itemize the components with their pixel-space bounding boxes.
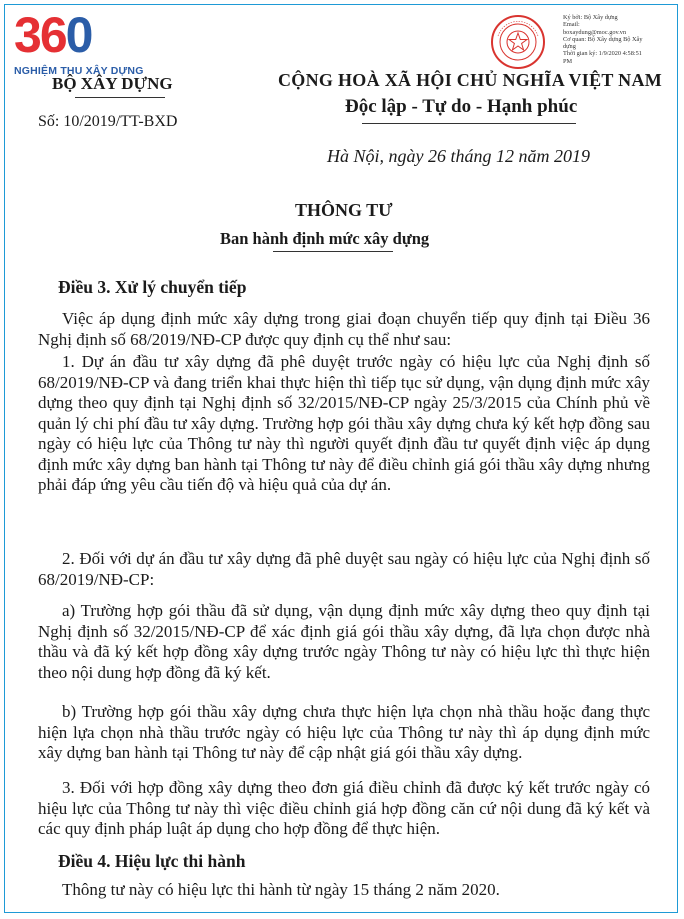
document-title: Ban hành định mức xây dựng (220, 229, 430, 248)
article-3-heading: Điều 3. Xử lý chuyển tiếp (58, 277, 247, 297)
article-3-clause-2b: b) Trường hợp gói thầu xây dựng chưa thực hiện lựa chọn nhà thầu hoặc đang thực hiện lựa chọn nhà thầu trước ngày có hiệu lực của Thông tư này thì áp dụng định mức xây dựng ban hành tại Thông tư này để cập nhật giá gói thầu xây dựng. (38, 702, 650, 762)
article-3-intro: Việc áp dụng định mức xây dựng trong giai đoạn chuyển tiếp quy định tại Điều 36 Nghị định số 68/2019/NĐ-CP được quy định cụ thể như sau: (38, 309, 650, 349)
ministry-seal-icon (490, 14, 546, 70)
national-title: CỘNG HOÀ XÃ HỘI CHỦ NGHĨA VIỆT NAM (278, 70, 663, 90)
logo-tagline: NGHIỆM THU XÂY DỰNG (14, 65, 144, 77)
article-3-clause-2a: a) Trường hợp gói thầu đã sử dụng, vận dụng định mức xây dựng theo quy định tại Nghị định số 32/2015/NĐ-CP để xác định giá gói thầu xây dựng, đã lựa chọn được nhà thầu và đã ký kết hợp đồng xây dựng trước ngày Thông tư này có hiệu lực thì thực hiện theo nội dung hợp đồng đã ký kết. (38, 601, 650, 682)
article-3-clause-1: 1. Dự án đầu tư xây dựng đã phê duyệt trước ngày có hiệu lực của Nghị định số 68/2019/NĐ-CP và đang triển khai thực hiện thì tiếp tục sử dụng, vận dụng định mức xây dựng theo quy định tại Nghị định số 32/2015/NĐ-CP ngày 25/3/2015 của Chính phủ về quản lý chi phí đầu tư xây dựng. Trường hợp gói thầu xây dựng chưa ký kết hợp đồng sau ngày có hiệu lực của Thông tư này thì người quyết định đầu tư quyết định việc áp dụng định mức xây dựng ban hành tại Thông tư này để điều chỉnh giá gói thầu xây dựng nhưng phải đáp ứng yêu cầu tiến độ và hiệu quả của dự án. (38, 352, 650, 494)
digital-signature-info: Ký bởi: Bộ Xây dựng Email: boxaydung@moc.gov.vn Cơ quan: Bộ Xây dựng Bộ Xây dựng Thời gian ký: 1/9/2020 4:58:51 PM (563, 14, 643, 65)
document-number: Số: 10/2019/TT-BXD (38, 113, 178, 130)
national-motto: Độc lập - Tự do - Hạnh phúc (345, 96, 578, 117)
article-3-clause-2: 2. Đối với dự án đầu tư xây dựng đã phê duyệt sau ngày có hiệu lực của Nghị định số 68/2019/NĐ-CP: (38, 549, 650, 589)
divider (362, 123, 576, 124)
issuing-organization: BỘ XÂY DỰNG (52, 74, 173, 93)
document-type: THÔNG TƯ (295, 200, 393, 220)
article-4-text: Thông tư này có hiệu lực thi hành từ ngày 15 tháng 2 năm 2020. (62, 880, 500, 899)
place-date: Hà Nội, ngày 26 tháng 12 năm 2019 (327, 146, 590, 166)
divider (75, 97, 165, 98)
logo-number: 360 (14, 7, 92, 63)
site-logo[interactable] (14, 7, 144, 77)
divider (273, 251, 393, 252)
article-4-heading: Điều 4. Hiệu lực thi hành (58, 851, 246, 871)
article-3-clause-3: 3. Đối với hợp đồng xây dựng theo đơn giá điều chỉnh đã được ký kết trước ngày có hiệu lực của Thông tư này thì việc điều chỉnh giá hợp đồng căn cứ nội dung đã ký kết và các quy định pháp luật áp dụng cho hợp đồng để thực hiện. (38, 778, 650, 838)
